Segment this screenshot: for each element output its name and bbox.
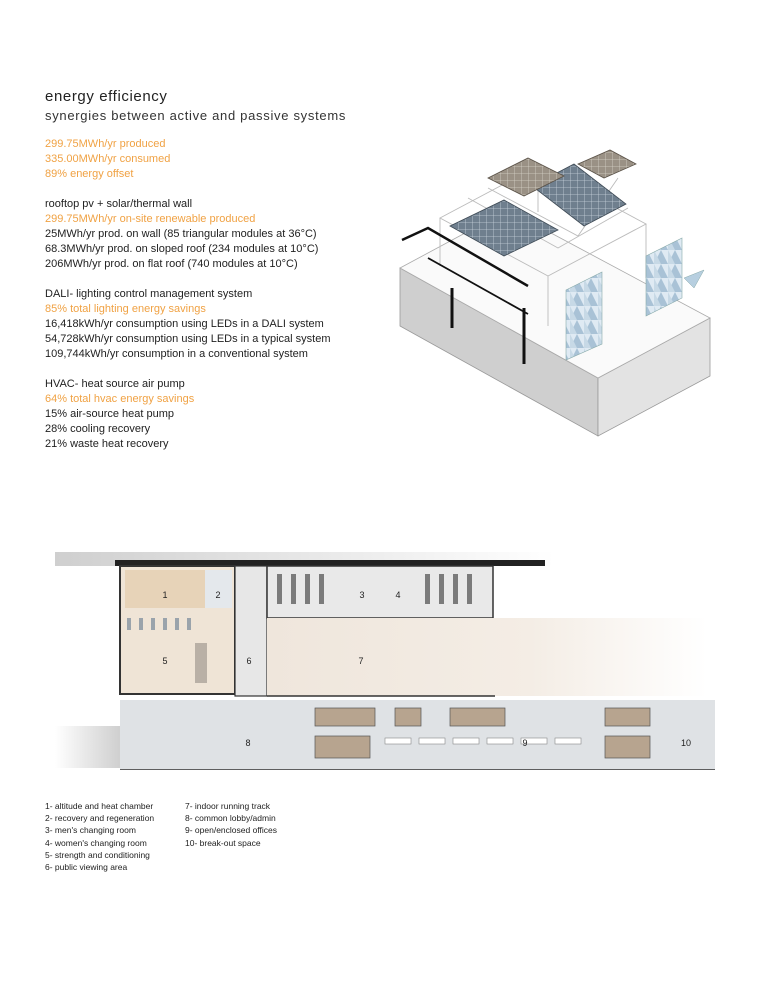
pv-highlight: 299.75MWh/yr on-site renewable produced <box>45 213 256 225</box>
legend-item: 6- public viewing area <box>45 862 128 873</box>
pv-section <box>45 197 318 272</box>
legend-column-2 <box>185 800 277 849</box>
room-1-floor <box>125 570 205 608</box>
plan-label-2: 2 <box>215 590 221 600</box>
pv-line: 206MWh/yr prod. on flat roof (740 modules at 10°C) <box>45 258 298 270</box>
legend-item: 3- men's changing room <box>45 825 136 836</box>
plan-label-7: 7 <box>358 656 364 666</box>
plan-label-8: 8 <box>245 738 251 748</box>
plan-label-10: 10 <box>680 738 692 748</box>
pv-line: 68.3MWh/yr prod. on sloped roof (234 modules at 10°C) <box>45 243 319 255</box>
legend-item: 5- strength and conditioning <box>45 849 150 860</box>
legend-item: 1- altitude and heat chamber <box>45 801 154 811</box>
wall-module <box>684 270 704 288</box>
summary-block <box>45 137 170 182</box>
legend-item: 8- common lobby/admin <box>185 813 276 824</box>
plan-label-9: 9 <box>522 738 528 748</box>
hvac-section <box>45 377 194 452</box>
legend-item: 7- indoor running track <box>185 801 271 811</box>
hvac-heading: HVAC- heat source air pump <box>45 378 185 390</box>
hvac-line: 28% cooling recovery <box>45 423 151 435</box>
indoor-running-track <box>267 618 707 696</box>
legend-column-1 <box>45 800 154 873</box>
plan-label-1: 1 <box>162 590 168 600</box>
changing-rooms <box>267 566 493 618</box>
page-subtitle: synergies between active and passive systems <box>45 108 347 123</box>
summary-consumed: 335.00MWh/yr consumed <box>45 153 171 165</box>
legend-item: 2- recovery and regeneration <box>45 813 155 824</box>
heading <box>45 87 346 125</box>
isometric-building-diagram <box>388 138 718 443</box>
legend-item: 4- women's changing room <box>45 837 147 848</box>
summary-offset: 89% energy offset <box>45 168 134 180</box>
page-title: energy efficiency <box>45 88 168 105</box>
dali-heading: DALI- lighting control management system <box>45 288 253 300</box>
hvac-line: 21% waste heat recovery <box>45 438 169 450</box>
hvac-line: 15% air-source heat pump <box>45 408 175 420</box>
summary-produced: 299.75MWh/yr produced <box>45 138 166 150</box>
dali-section <box>45 287 331 362</box>
pv-line: 25MWh/yr prod. on wall (85 triangular modules at 36°C) <box>45 228 317 240</box>
viewing-area <box>235 566 267 696</box>
hvac-highlight: 64% total hvac energy savings <box>45 393 195 405</box>
dali-line: 54,728kWh/yr consumption using LEDs in a typical system <box>45 333 331 345</box>
left-site-band <box>55 726 120 768</box>
floor-plan <box>55 548 715 770</box>
plan-label-6: 6 <box>246 656 252 666</box>
dali-line: 109,744kWh/yr consumption in a conventional system <box>45 348 308 360</box>
dali-line: 16,418kWh/yr consumption using LEDs in a DALI system <box>45 318 324 330</box>
plan-label-5: 5 <box>162 656 168 666</box>
plan-label-3: 3 <box>359 590 365 600</box>
plan-label-4: 4 <box>395 590 401 600</box>
dali-highlight: 85% total lighting energy savings <box>45 303 206 315</box>
pv-heading: rooftop pv + solar/thermal wall <box>45 198 193 210</box>
room-2-floor <box>205 570 232 608</box>
legend-item: 10- break-out space <box>185 837 261 848</box>
legend-item: 9- open/enclosed offices <box>185 825 277 836</box>
